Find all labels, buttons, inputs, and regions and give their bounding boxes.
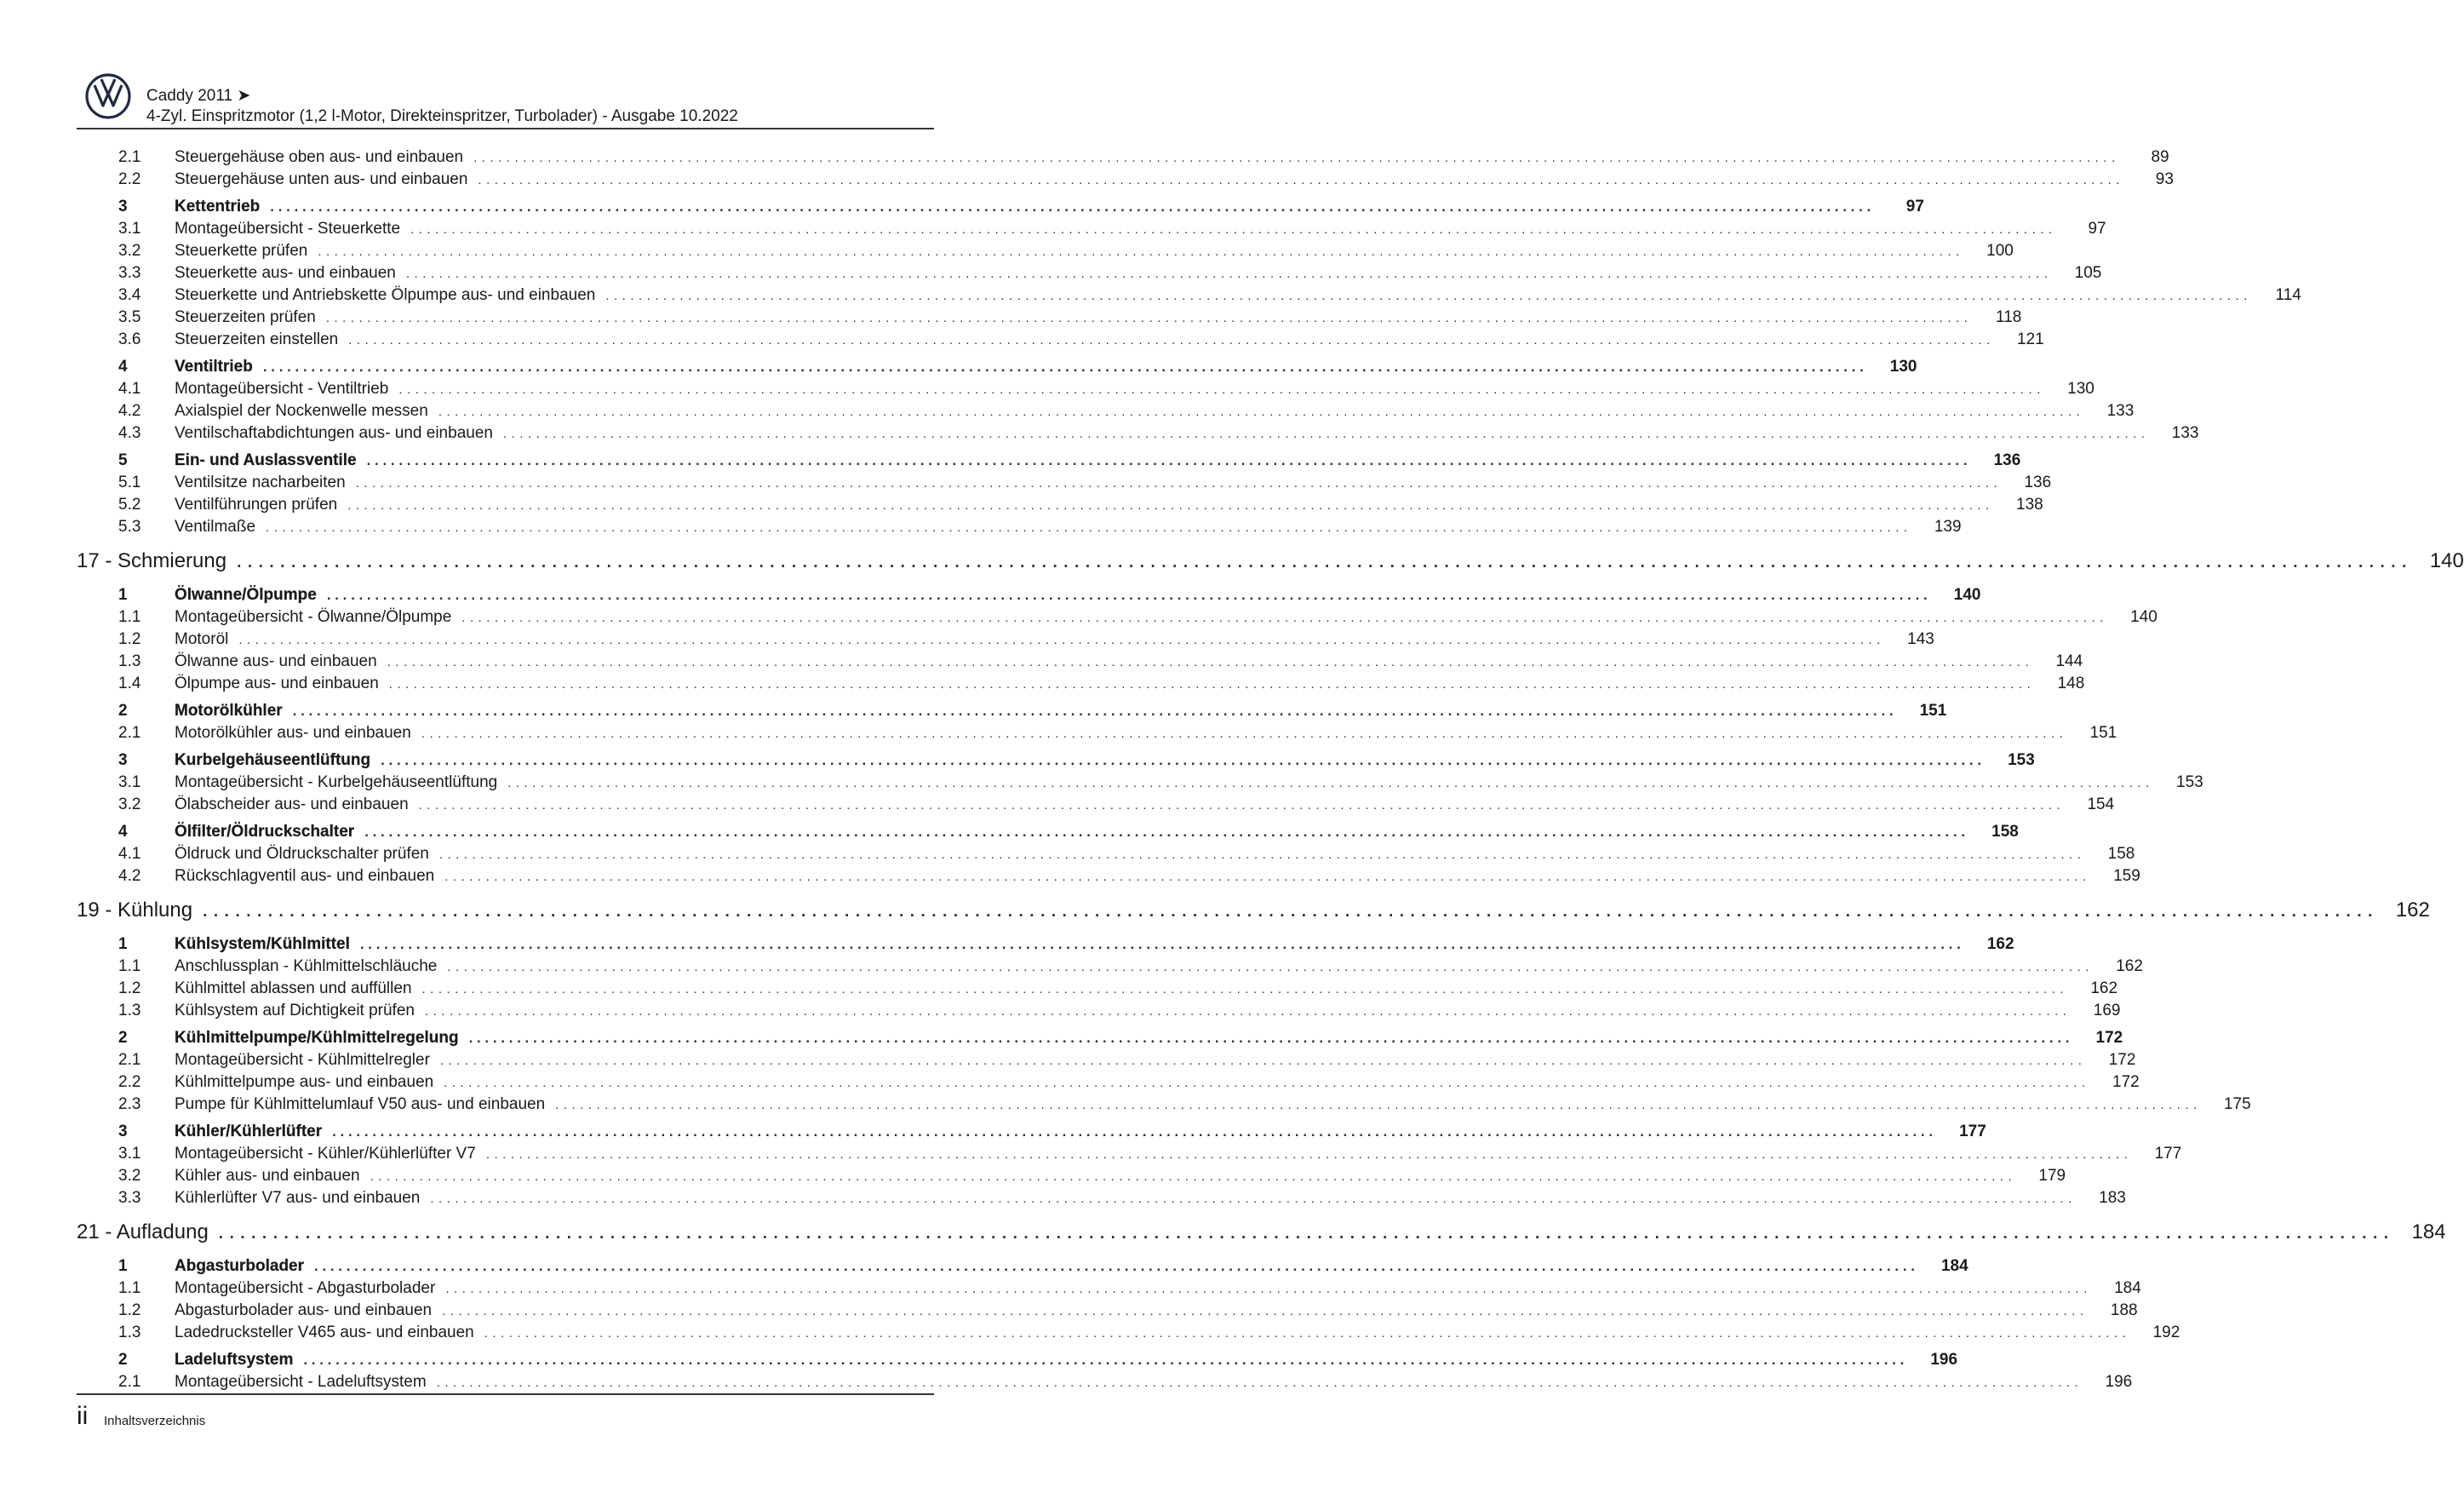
toc-leader-dots: ........................................................................................................................................................................................................ [318, 244, 1964, 259]
toc-section[interactable] [77, 356, 1917, 378]
toc-section[interactable] [77, 821, 2019, 843]
toc-entry[interactable] [77, 146, 2169, 169]
footer-divider [77, 1393, 934, 1395]
toc-section[interactable] [77, 749, 2035, 772]
toc-chapter[interactable] [77, 543, 2464, 579]
toc-title: 19 - Kühlung [77, 899, 193, 922]
toc-leader-dots: ........................................................................................................................................................................................................ [262, 359, 1868, 375]
toc-title: Ein- und Auslassventile [175, 451, 357, 469]
toc-page-number: 93 [2155, 170, 2174, 188]
toc-number: 4.2 [118, 867, 141, 885]
toc-entry[interactable] [77, 1322, 2180, 1344]
toc-leader-dots: ........................................................................................................................................................................................................ [473, 151, 2120, 165]
toc-title: Kühlmittelpumpe aus- und einbauen [175, 1073, 434, 1091]
toc-title: Kühlsystem/Kühlmittel [175, 935, 350, 953]
toc-title: Montageübersicht - Abgasturbolader [175, 1279, 436, 1297]
toc-title: Kühlerlüfter V7 aus- und einbauen [175, 1189, 421, 1207]
toc-leader-dots: ........................................................................................................................................................................................................ [388, 677, 2036, 692]
toc-leader-dots: ........................................................................................................................................................................................................ [332, 1123, 1937, 1140]
header-model: Caddy 2011 ➤ [146, 87, 251, 105]
toc-page-number: 154 [2087, 795, 2115, 813]
toc-title: Steuergehäuse unten aus- und einbauen [175, 170, 468, 188]
toc-title: Motorölkühler aus- und einbauen [175, 724, 411, 742]
toc-leader-dots: ........................................................................................................................................................................................................ [444, 1076, 2090, 1090]
toc-leader-dots: ........................................................................................................................................................................................................ [502, 427, 2150, 441]
toc-title: Öldruck und Öldruckschalter prüfen [175, 845, 429, 863]
toc-chapter[interactable] [77, 1214, 2446, 1250]
toc-entry[interactable] [77, 472, 2052, 494]
toc-leader-dots: ........................................................................................................................................................................................................ [270, 198, 1875, 215]
toc-section[interactable] [77, 450, 2021, 472]
toc-entry[interactable] [77, 843, 2135, 865]
toc-leader-dots: ........................................................................................................................................................................................................ [266, 520, 1912, 535]
toc-title: Pumpe für Kühlmittelumlauf V50 aus- und einbauen [175, 1095, 546, 1113]
toc-number: 3 [118, 198, 128, 215]
toc-entry[interactable] [77, 494, 2043, 516]
toc-number: 3.1 [118, 773, 141, 791]
toc-number: 3.6 [118, 330, 141, 348]
toc-leader-dots: ........................................................................................................................................................................................................ [507, 776, 2154, 790]
toc-page-number: 140 [2130, 608, 2157, 626]
toc-entry[interactable] [77, 307, 2022, 329]
toc-page-number: 162 [2395, 899, 2430, 922]
toc-number: 2 [118, 1029, 128, 1047]
toc-page-number: 140 [1953, 586, 1981, 604]
toc-title: Ventilsitze nacharbeiten [175, 474, 346, 491]
toc-page-number: 179 [2038, 1167, 2066, 1185]
toc-page-number: 175 [2223, 1095, 2251, 1113]
toc-page-number: 118 [1996, 308, 2022, 326]
header-subtitle: 4-Zyl. Einspritzmotor (1,2 l-Motor, Direkteinspritzer, Turbolader) - Ausgabe 10.2022 [146, 107, 738, 125]
toc-page-number: 172 [2095, 1029, 2123, 1047]
table-of-contents [77, 146, 2464, 1393]
toc-page-number: 184 [2411, 1220, 2446, 1243]
toc-title: Ölwanne aus- und einbauen [175, 652, 377, 670]
toc-number: 5.3 [118, 518, 141, 536]
toc-entry[interactable] [77, 1371, 2133, 1393]
toc-title: Montageübersicht - Ventiltrieb [175, 380, 389, 398]
toc-number: 5.1 [118, 474, 141, 491]
toc-leader-dots: ........................................................................................................................................................................................................ [439, 1054, 2087, 1068]
toc-leader-dots: ........................................................................................................................................................................................................ [325, 311, 1973, 325]
toc-entry[interactable] [77, 1143, 2182, 1165]
toc-number: 1.1 [118, 957, 141, 975]
toc-page-number: 100 [1986, 242, 2014, 260]
toc-number: 2.1 [118, 1373, 141, 1391]
toc-number: 1.2 [118, 1301, 141, 1319]
toc-page-number: 133 [2106, 402, 2135, 420]
toc-page-number: 139 [1934, 518, 1962, 536]
toc-page-number: 97 [2088, 220, 2106, 238]
toc-title: Ölfilter/Öldruckschalter [175, 823, 355, 841]
toc-number: 2.1 [118, 724, 141, 742]
toc-title: Montageübersicht - Kurbelgehäuseentlüftung [175, 773, 498, 791]
toc-number: 2.2 [118, 1073, 141, 1091]
toc-page-number: 143 [1907, 630, 1934, 648]
toc-number: 2 [118, 1351, 128, 1369]
toc-leader-dots: ........................................................................................................................................................................................................ [555, 1098, 2202, 1112]
toc-leader-dots: ........................................................................................................................................................................................................ [442, 1304, 2089, 1318]
toc-number: 2.3 [118, 1095, 141, 1113]
toc-number: 4.1 [118, 380, 141, 398]
toc-leader-dots: ........................................................................................................................................................................................................ [238, 633, 1885, 647]
footer-page-number: ii [77, 1402, 89, 1430]
toc-leader-dots: ........................................................................................................................................................................................................ [421, 982, 2069, 996]
toc-number: 1 [118, 935, 128, 953]
toc-title: Kühlmittelpumpe/Kühlmittelregelung [175, 1029, 459, 1047]
toc-title: Ventilschaftabdichtungen aus- und einbauen [175, 424, 493, 442]
toc-title: Steuerkette und Antriebskette Ölpumpe aus- und einbauen [175, 286, 596, 304]
toc-title: Ventilmaße [175, 518, 256, 536]
toc-leader-dots: ........................................................................................................................................................................................................ [314, 1258, 1919, 1274]
toc-title: Kettentrieb [175, 198, 261, 215]
toc-page-number: 97 [1905, 198, 1924, 215]
toc-entry[interactable] [77, 865, 2140, 887]
toc-entry[interactable] [77, 422, 2199, 445]
toc-leader-dots: ........................................................................................................................................................................................................ [381, 752, 1986, 768]
toc-title: Montageübersicht - Steuerkette [175, 220, 401, 238]
toc-page-number: 184 [2114, 1279, 2141, 1297]
toc-page-number: 114 [2275, 286, 2301, 304]
toc-leader-dots: ........................................................................................................................................................................................................ [347, 498, 1994, 513]
toc-number: 3.2 [118, 795, 141, 813]
toc-page-number: 162 [1986, 935, 2014, 953]
toc-leader-dots: ........................................................................................................................................................................................................ [355, 476, 2003, 491]
toc-title: Steuergehäuse oben aus- und einbauen [175, 148, 464, 166]
toc-number: 3.2 [118, 1167, 141, 1185]
toc-entry[interactable] [77, 772, 2203, 794]
toc-page-number: 162 [2116, 957, 2143, 975]
toc-leader-dots: ........................................................................................................................................................................................................ [410, 222, 2057, 237]
toc-title: Kühlmittel ablassen und auffüllen [175, 979, 412, 997]
toc-title: Anschlussplan - Kühlmittelschläuche [175, 957, 438, 975]
toc-entry[interactable] [77, 956, 2143, 978]
toc-entry[interactable] [77, 329, 2044, 351]
toc-leader-dots: ........................................................................................................................................................................................................ [461, 611, 2108, 625]
toc-page-number: 130 [1889, 358, 1917, 376]
toc-title: Steuerzeiten prüfen [175, 308, 316, 326]
toc-entry[interactable] [77, 629, 1934, 651]
page-header [0, 0, 1056, 136]
toc-entry[interactable] [77, 1000, 2121, 1022]
toc-section[interactable] [77, 933, 2014, 956]
toc-entry[interactable] [77, 1278, 2141, 1300]
toc-leader-dots: ........................................................................................................................................................................................................ [359, 936, 1965, 952]
toc-leader-dots: ........................................................................................................................................................................................................ [447, 960, 2094, 974]
toc-entry[interactable] [77, 1094, 2251, 1116]
toc-leader-dots: ........................................................................................................................................................................................................ [398, 382, 2045, 397]
toc-page-number: 89 [2151, 148, 2169, 166]
toc-page-number: 196 [1930, 1351, 1958, 1369]
toc-leader-dots: ........................................................................................................................................................................................................ [424, 1004, 2071, 1019]
toc-leader-dots: ........................................................................................................................................................................................................ [444, 870, 2091, 884]
toc-number: 3.1 [118, 1145, 141, 1163]
toc-section[interactable] [77, 700, 1947, 722]
toc-leader-dots: ........................................................................................................................................................................................................ [348, 333, 1995, 347]
toc-page-number: 153 [2176, 773, 2203, 791]
footer-label: Inhaltsverzeichnis [104, 1414, 206, 1428]
toc-section[interactable] [77, 1121, 1986, 1143]
toc-number: 3.1 [118, 220, 141, 238]
toc-number: 1 [118, 1257, 128, 1275]
toc-leader-dots: ........................................................................................................................................................................................................ [418, 798, 2066, 813]
toc-page-number: 196 [2105, 1373, 2133, 1391]
toc-entry[interactable] [77, 240, 2014, 262]
toc-page-number: 138 [2016, 496, 2043, 514]
toc-title: Montageübersicht - Kühler/Kühlerlüfter V7 [175, 1145, 476, 1163]
toc-leader-dots: ........................................................................................................................................................................................................ [445, 1282, 2092, 1296]
toc-leader-dots: ........................................................................................................................................................................................................ [438, 405, 2085, 419]
toc-page-number: 172 [2108, 1051, 2136, 1069]
toc-entry[interactable] [77, 1300, 2138, 1322]
toc-number: 5 [118, 451, 128, 469]
toc-number: 1.3 [118, 1324, 141, 1341]
toc-number: 1.3 [118, 1002, 141, 1019]
toc-page-number: 140 [2429, 549, 2464, 572]
toc-leader-dots: ........................................................................................................................................................................................................ [292, 703, 1898, 719]
toc-number: 3.2 [118, 242, 141, 260]
toc-entry[interactable] [77, 378, 2094, 400]
toc-page-number: 177 [1959, 1123, 1986, 1140]
toc-title: Axialspiel der Nockenwelle messen [175, 402, 428, 420]
toc-number: 4.3 [118, 424, 141, 442]
toc-entry[interactable] [77, 978, 2118, 1000]
toc-leader-dots: ........................................................................................................................................................................................................ [366, 452, 1972, 468]
toc-entry[interactable] [77, 1049, 2136, 1071]
toc-entry[interactable] [77, 794, 2115, 816]
toc-title: Ladedrucksteller V465 aus- und einbauen [175, 1324, 474, 1341]
toc-entry[interactable] [77, 218, 2106, 240]
toc-page-number: 130 [2067, 380, 2094, 398]
toc-leader-dots: ........................................................................................................................................................................................................ [364, 824, 1969, 840]
toc-section[interactable] [77, 1027, 2123, 1049]
toc-entry[interactable] [77, 651, 2083, 673]
toc-page-number: 159 [2113, 867, 2140, 885]
toc-entry[interactable] [77, 262, 2102, 284]
toc-page-number: 121 [2017, 330, 2044, 348]
toc-page-number: 158 [2107, 845, 2135, 863]
toc-title: Ölabscheider aus- und einbauen [175, 795, 409, 813]
toc-page-number: 172 [2112, 1073, 2140, 1091]
toc-number: 1.2 [118, 630, 141, 648]
toc-leader-dots: ........................................................................................................................................................................................................ [326, 587, 1932, 603]
toc-entry[interactable] [77, 169, 2174, 191]
toc-title: Rückschlagventil aus- und einbauen [175, 867, 435, 885]
toc-entry[interactable] [77, 1187, 2126, 1209]
toc-leader-dots: ........................................................................................................................................................................................................ [218, 1225, 2395, 1243]
toc-title: Ladeluftsystem [175, 1351, 294, 1369]
toc-leader-dots: ........................................................................................................................................................................................................ [387, 655, 2034, 669]
toc-entry[interactable] [77, 516, 1962, 538]
toc-number: 1.4 [118, 675, 141, 692]
toc-title: Ventilführungen prüfen [175, 496, 338, 514]
toc-number: 3.3 [118, 1189, 141, 1207]
toc-title: Montageübersicht - Ölwanne/Ölpumpe [175, 608, 452, 626]
toc-number: 1 [118, 586, 128, 604]
toc-title: Motoröl [175, 630, 229, 648]
toc-number: 2 [118, 702, 128, 720]
toc-number: 3.5 [118, 308, 141, 326]
toc-number: 1.1 [118, 608, 141, 626]
toc-section[interactable] [77, 1349, 1958, 1371]
toc-entry[interactable] [77, 606, 2157, 629]
toc-section[interactable] [77, 584, 1981, 606]
toc-number: 2.1 [118, 148, 141, 166]
toc-leader-dots: ........................................................................................................................................................................................................ [430, 1192, 2077, 1206]
toc-page-number: 105 [2074, 264, 2102, 282]
toc-leader-dots: ........................................................................................................................................................................................................ [370, 1169, 2017, 1184]
toc-page-number: 136 [1993, 451, 2021, 469]
toc-leader-dots: ........................................................................................................................................................................................................ [436, 1375, 2083, 1390]
toc-number: 4.2 [118, 402, 141, 420]
toc-leader-dots: ........................................................................................................................................................................................................ [303, 1352, 1909, 1368]
toc-number: 4 [118, 823, 128, 841]
toc-number: 4 [118, 358, 128, 376]
toc-page-number: 177 [2154, 1145, 2182, 1163]
toc-number: 2.2 [118, 170, 141, 188]
toc-title: 17 - Schmierung [77, 549, 227, 572]
toc-number: 1.3 [118, 652, 141, 670]
toc-title: Ölpumpe aus- und einbauen [175, 675, 379, 692]
toc-leader-dots: ........................................................................................................................................................................................................ [468, 1030, 2074, 1046]
toc-page-number: 162 [2090, 979, 2118, 997]
toc-title: Kühlsystem auf Dichtigkeit prüfen [175, 1002, 415, 1019]
toc-title: Steuerkette aus- und einbauen [175, 264, 396, 282]
toc-title: Abgasturbolader aus- und einbauen [175, 1301, 433, 1319]
toc-entry[interactable] [77, 673, 2085, 695]
toc-page-number: 144 [2055, 652, 2083, 670]
toc-chapter[interactable] [77, 893, 2430, 928]
toc-number: 5.2 [118, 496, 141, 514]
toc-leader-dots: ........................................................................................................................................................................................................ [421, 726, 2068, 741]
toc-title: Kurbelgehäuseentlüftung [175, 751, 371, 769]
toc-number: 2.1 [118, 1051, 141, 1069]
toc-section[interactable] [77, 1255, 1968, 1278]
toc-title: Steuerzeiten einstellen [175, 330, 339, 348]
toc-page-number: 169 [2093, 1002, 2121, 1019]
toc-leader-dots: ........................................................................................................................................................................................................ [203, 903, 2379, 921]
toc-number: 4.1 [118, 845, 141, 863]
toc-page-number: 158 [1991, 823, 2019, 841]
toc-page-number: 183 [2099, 1189, 2126, 1207]
toc-entry[interactable] [77, 284, 2301, 307]
toc-title: Kühler/Kühlerlüfter [175, 1123, 323, 1140]
toc-title: Steuerkette prüfen [175, 242, 308, 260]
toc-leader-dots: ........................................................................................................................................................................................................ [405, 267, 2053, 281]
toc-leader-dots: ........................................................................................................................................................................................................ [438, 847, 2086, 862]
toc-number: 1.2 [118, 979, 141, 997]
toc-page-number: 184 [1940, 1257, 1968, 1275]
toc-title: Montageübersicht - Kühlmittelregler [175, 1051, 430, 1069]
toc-leader-dots: ........................................................................................................................................................................................................ [605, 289, 2252, 303]
toc-entry[interactable] [77, 1071, 2140, 1094]
toc-section[interactable] [77, 196, 1924, 218]
toc-title: Ölwanne/Ölpumpe [175, 586, 317, 604]
toc-leader-dots: ........................................................................................................................................................................................................ [478, 173, 2124, 187]
toc-number: 3.4 [118, 286, 141, 304]
toc-number: 3 [118, 751, 128, 769]
toc-number: 1.1 [118, 1279, 141, 1297]
toc-leader-dots: ........................................................................................................................................................................................................ [484, 1326, 2131, 1341]
toc-title: Motorölkühler [175, 702, 283, 720]
toc-entry[interactable] [77, 400, 2135, 422]
toc-title: Abgasturbolader [175, 1257, 305, 1275]
toc-title: Ventiltrieb [175, 358, 253, 376]
toc-number: 3 [118, 1123, 128, 1140]
toc-leader-dots: ........................................................................................................................................................................................................ [485, 1147, 2133, 1162]
toc-page-number: 136 [2024, 474, 2052, 491]
toc-entry[interactable] [77, 1165, 2066, 1187]
toc-page-number: 188 [2110, 1301, 2138, 1319]
toc-page-number: 133 [2171, 424, 2199, 442]
toc-page-number: 148 [2057, 675, 2085, 692]
toc-page-number: 151 [1919, 702, 1947, 720]
toc-number: 3.3 [118, 264, 141, 282]
toc-entry[interactable] [77, 722, 2117, 744]
toc-leader-dots: ........................................................................................................................................................................................................ [237, 554, 2413, 571]
toc-page-number: 153 [2008, 751, 2035, 769]
toc-page-number: 151 [2089, 724, 2117, 742]
vw-logo-icon [85, 73, 131, 119]
toc-title: Kühler aus- und einbauen [175, 1167, 360, 1185]
header-divider [77, 128, 934, 129]
toc-title: 21 - Aufladung [77, 1220, 209, 1243]
toc-page-number: 192 [2152, 1324, 2180, 1341]
toc-title: Montageübersicht - Ladeluftsystem [175, 1373, 427, 1391]
